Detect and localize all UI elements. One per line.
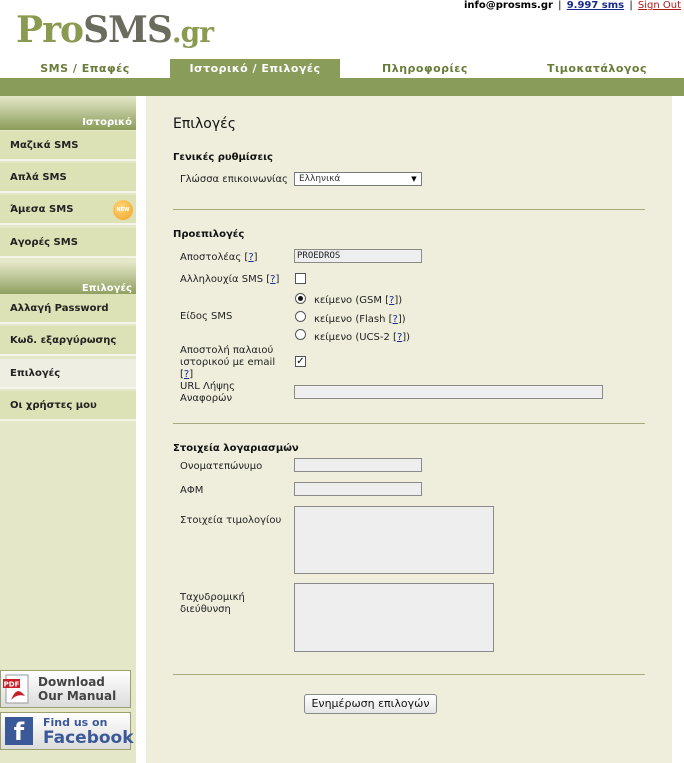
separator: | xyxy=(629,0,633,11)
tab-history-options[interactable]: Ιστορικό / Επιλογές xyxy=(170,59,340,78)
facebook-banner[interactable]: f Find us on Facebook xyxy=(0,712,131,750)
sender-input[interactable]: PROEDROS xyxy=(294,249,422,263)
sms-type-gsm-label: κείμενο (GSM [?]) xyxy=(314,295,403,306)
afm-input[interactable] xyxy=(294,482,422,496)
sidebar-item-simple-sms[interactable]: Απλά SMS xyxy=(0,163,136,193)
account-email: info@prosms.gr xyxy=(463,0,553,11)
divider xyxy=(173,209,645,210)
separator: | xyxy=(558,0,562,11)
sidebar-item-redeem-code[interactable]: Κωδ. εξαργύρωσης xyxy=(0,326,136,356)
pdf-icon xyxy=(3,674,33,704)
sms-thread-checkbox[interactable] xyxy=(295,273,306,284)
sender-label: Αποστολέας [?] xyxy=(180,252,258,263)
postal-address-label: Ταχυδρομική διεύθυνση xyxy=(180,592,245,615)
top-links xyxy=(464,0,681,11)
old-history-email-checkbox[interactable]: ✓ xyxy=(296,356,305,367)
section-account-details: Στοιχεία λογαριασμών xyxy=(173,443,299,454)
prosms-logo[interactable]: ProSMS.gr xyxy=(16,9,213,51)
divider xyxy=(173,423,645,424)
invoice-details-label: Στοιχεία τιμολογίου xyxy=(180,515,282,526)
update-options-button[interactable]: Ενημέρωση επιλογών xyxy=(304,694,437,714)
afm-label: ΑΦΜ xyxy=(180,485,204,496)
ucs2-help-link[interactable]: ? xyxy=(396,332,403,343)
chevron-down-icon: ▼ xyxy=(411,175,417,183)
sidebar-item-instant-sms[interactable]: Άμεσα SMS NEW xyxy=(0,195,136,225)
language-select[interactable]: Ελληνικά ▼ xyxy=(294,172,422,186)
sms-type-gsm-radio[interactable] xyxy=(295,293,306,304)
fullname-input[interactable] xyxy=(294,458,422,472)
tab-information[interactable]: Πληροφορίες xyxy=(382,62,468,75)
old-history-help-link[interactable]: ? xyxy=(183,369,190,380)
section-presets: Προεπιλογές xyxy=(173,229,245,240)
old-history-email-label: Αποστολή παλαιού ιστορικού με email [?] xyxy=(180,345,276,380)
main-nav xyxy=(0,59,684,78)
options-content xyxy=(146,96,672,763)
fullname-label: Ονοματεπώνυμο xyxy=(180,461,263,472)
sms-type-ucs2-radio[interactable] xyxy=(295,329,306,340)
facebook-icon: f xyxy=(5,717,33,745)
sms-thread-help-link[interactable]: ? xyxy=(270,274,276,285)
flash-help-link[interactable]: ? xyxy=(392,314,398,325)
sms-credits-link[interactable]: 9.997 sms xyxy=(566,0,625,11)
new-badge-icon: NEW xyxy=(113,200,133,220)
sidebar-item-my-users[interactable]: Οι χρήστες μου xyxy=(0,391,136,421)
tab-price-list[interactable]: Τιμοκατάλογος xyxy=(547,62,647,75)
report-url-input[interactable] xyxy=(294,385,603,399)
sign-out-link[interactable]: Sign Out xyxy=(637,0,681,11)
postal-address-textarea[interactable] xyxy=(294,583,494,652)
sidebar-heading-history: Ιστορικό xyxy=(0,96,136,130)
sidebar-item-options[interactable]: Επιλογές xyxy=(0,359,136,389)
tab-sms-contacts[interactable]: SMS / Επαφές xyxy=(40,62,130,75)
sidebar xyxy=(0,96,136,763)
sms-type-flash-label: κείμενο (Flash [?]) xyxy=(314,314,406,325)
gsm-help-link[interactable]: ? xyxy=(389,295,395,306)
report-url-label: URL Λήψης Αναφορών xyxy=(180,381,235,404)
language-label: Γλώσσα επικοινωνίας xyxy=(180,174,288,185)
sidebar-item-change-password[interactable]: Αλλαγή Password xyxy=(0,294,136,324)
sidebar-heading-options: Επιλογές xyxy=(0,262,136,296)
download-manual-banner[interactable]: PDF Download Our Manual xyxy=(0,670,131,708)
svg-text:PDF: PDF xyxy=(3,680,20,689)
sms-type-ucs2-label: κείμενο (UCS-2 [?]) xyxy=(314,332,411,343)
invoice-details-textarea[interactable] xyxy=(294,506,494,574)
page-title: Επιλογές xyxy=(173,116,236,132)
sidebar-item-sms-purchases[interactable]: Αγορές SMS xyxy=(0,228,136,258)
sms-thread-label: Αλληλουχία SMS [?] xyxy=(180,274,280,285)
sidebar-item-bulk-sms[interactable]: Μαζικά SMS xyxy=(0,131,136,161)
section-general-settings: Γενικές ρυθμίσεις xyxy=(173,152,273,163)
nav-band xyxy=(0,78,684,96)
sms-type-flash-radio[interactable] xyxy=(295,311,306,322)
divider xyxy=(173,674,645,675)
sms-type-label: Είδος SMS xyxy=(180,311,233,322)
sender-help-link[interactable]: ? xyxy=(248,252,254,263)
